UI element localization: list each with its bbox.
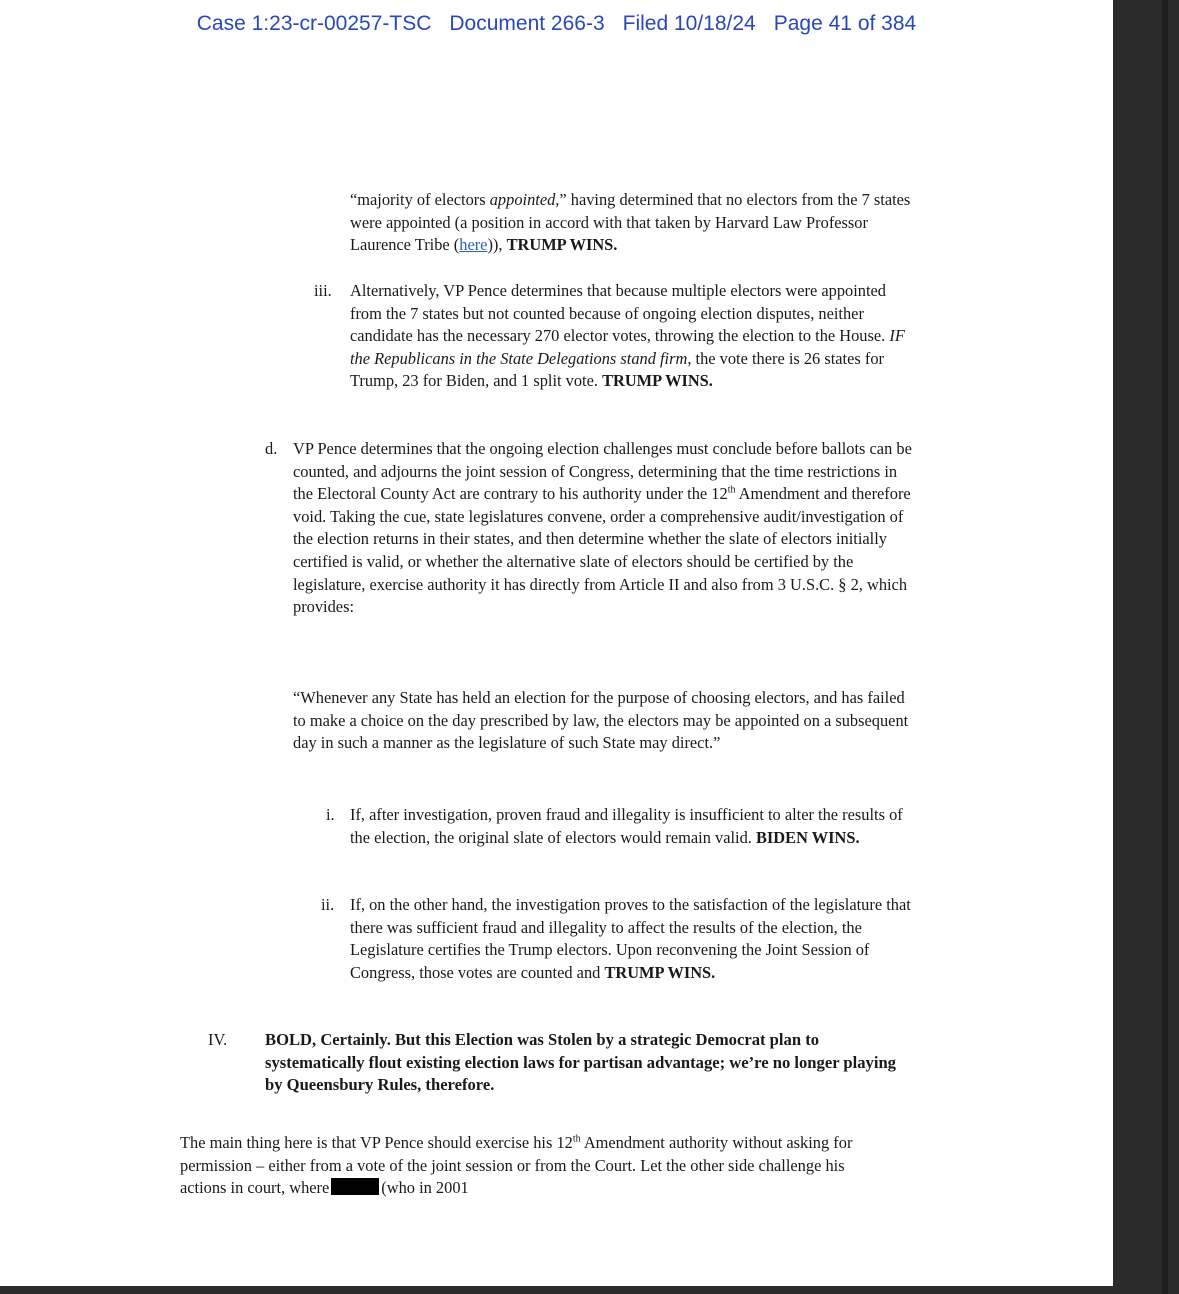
section-IV-marker: IV. bbox=[208, 1030, 228, 1049]
final-paragraph: The main thing here is that VP Pence should exercise his 12th Amendment authority without asking for permission – either from a vote of the joint session or from the Court. Let the other side challenge his actions in court, where (who in 2001 bbox=[180, 1133, 853, 1198]
filed-date: Filed 10/18/24 bbox=[622, 12, 756, 35]
item-iii-marker: iii. bbox=[314, 281, 332, 300]
item-ii-marker: ii. bbox=[321, 895, 335, 914]
item-d-marker: d. bbox=[265, 439, 278, 458]
section-IV-heading: BOLD, Certainly. But this Election was Stolen by a strategic Democrat plan to systematically flout existing election laws for partisan advantage; we’re no longer playing by Queensbury Rules, therefore. bbox=[265, 1030, 896, 1095]
window-scrollbar[interactable] bbox=[1162, 0, 1168, 1294]
item-d-text: VP Pence determines that the ongoing election challenges must conclude before ballots can be counted, and adjourns the joint session of Congress, determining that the time restrictions in the Electoral County Act are contrary to his authority under the 12th Amendment and therefore void. Taking the cue, state legislatures convene, order a comprehensive audit/investigation of the election returns in their states, and then determine whether the slate of electors initially certified is valid, or whether the alternative slate of electors should be certified by the legislature, exercise authority it has directly from Article II and also from 3 U.S.C. § 2, which provides: bbox=[293, 439, 912, 617]
here-link[interactable]: here bbox=[459, 235, 488, 255]
paragraph-continued: “majority of electors appointed,” having determined that no electors from the 7 states were appointed (a position in accord with that taken by Harvard Law Professor Laurence Tribe (here)), TRUMP WINS. bbox=[350, 190, 911, 255]
item-iii-text: Alternatively, VP Pence determines that because multiple electors were appointed from the 7 states but not counted because of ongoing election disputes, neither candidate has the necessary 270 elector votes, throwing the election to the House. IF the Republicans in the State Delegations stand firm, the vote there is 26 states for Trump, 23 for Biden, and 1 split vote. TRUMP WINS. bbox=[350, 281, 905, 391]
item-i-marker: i. bbox=[326, 805, 335, 824]
item-i-text: If, after investigation, proven fraud and illegality is insufficient to alter the results of the election, the original slate of electors would remain valid. BIDEN WINS. bbox=[350, 805, 903, 847]
case-header bbox=[0, 12, 1113, 36]
statute-quote: “Whenever any State has held an election for the purpose of choosing electors, and has failed to make a choice on the day prescribed by law, the electors may be appointed on a subsequent day in such a manner as the legislature of such State may direct.” bbox=[293, 688, 909, 753]
document-number: Document 266-3 bbox=[449, 12, 605, 35]
page-number: Page 41 of 384 bbox=[773, 12, 917, 35]
item-ii-text: If, on the other hand, the investigation proves to the satisfaction of the legislature that there was sufficient fraud and illegality to affect the results of the election, the Legislature certifies the Trump electors. Upon reconvening the Joint Session of Congress, those votes are counted and TRUMP WINS. bbox=[350, 895, 911, 982]
redaction-box bbox=[331, 1178, 379, 1195]
case-number: Case 1:23-cr-00257-TSC bbox=[196, 12, 432, 35]
